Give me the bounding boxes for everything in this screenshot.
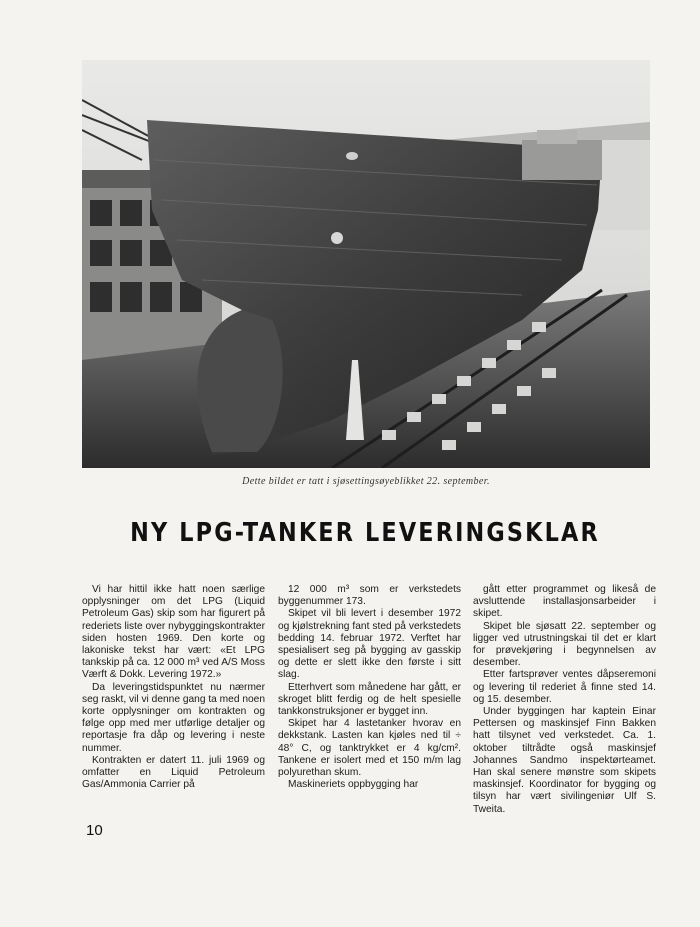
paragraph: Vi har hittil ikke hatt noen særlige opplysninger om det LPG (Liquid Petroleum Gas) skip som har figurert på rederiets liste over nybyggingskontrakter siden hosten 1969. Den korte og lakoniske tekst har vært: «Et LPG tankskip på ca. 12 000 m³ ved A/S Moss Værft & Dokk. Levering 1972.»: [82, 584, 265, 681]
text-column-2: [278, 584, 461, 791]
paragraph: Kontrakten er datert 11. juli 1969 og omfatter en Liquid Petroleum Gas/Ammonia Carrier på: [82, 754, 265, 791]
ship-launch-photo: [82, 60, 650, 468]
paragraph: gått etter programmet og likeså de avsluttende installasjonsarbeider i skipet.: [473, 584, 656, 620]
paragraph: Skipet har 4 lastetanker hvorav en dekkstank. Lasten kan kjøles ned til ÷ 48° C, og tanktrykket er 4 kg/cm². Tankene er isolert med et 150 m/m lag polyurethan skum.: [278, 718, 461, 779]
paragraph: Under byggingen har kaptein Einar Pettersen og maskinsjef Finn Bakken hatt tilsynet ved verkstedet. Ca. 1. oktober tiltrådte også maskinsjef Johannes Sandmo inspektørteamet. Han skal senere mønstre som skipets maskinsjef. Koordinator for bygging og tilsyn har vært sivilingeniør Ulf S. Tweita.: [473, 706, 656, 815]
paragraph: 12 000 m³ som er verkstedets byggenummer 173.: [278, 584, 461, 608]
photo-caption: Dette bildet er tatt i sjøsettingsøyeblikket 22. september.: [242, 476, 490, 487]
page-number: 10: [86, 822, 103, 839]
paragraph: Skipet vil bli levert i desember 1972 og kjølstrekning fant sted på verkstedets bedding 14. februar 1972. Verftet har spesialisert seg på bygging av gasskip og dette er slett ikke den første i sitt slag.: [278, 608, 461, 681]
text-column-1: [82, 584, 265, 791]
paragraph: Maskineriets oppbygging har: [288, 779, 419, 791]
ship-launch-illustration: [82, 60, 650, 468]
paragraph: Da leveringstidspunktet nu nærmer seg raskt, vil vi denne gang ta med noen korte opplysninger om kontrakten og følge opp med mer utførlige detaljer og reportasje fra dåp og levering i neste nummer.: [82, 681, 265, 754]
text-column-3: [473, 584, 656, 816]
article-headline: NY LPG-TANKER LEVERINGSKLAR: [130, 518, 600, 548]
paragraph: Skipet ble sjøsatt 22. september og ligger ved utrustningskai til det er klart for prøvekjøring i begynnelsen av desember.: [473, 620, 656, 669]
paragraph: Etter fartsprøver ventes dåpseremoni og levering til rederiet å finne sted 14. og 15. desember.: [473, 669, 656, 705]
paragraph: Etterhvert som månedene har gått, er skroget blitt ferdig og de helt spesielle tankkonstruksjoner er bygget inn.: [278, 681, 461, 718]
